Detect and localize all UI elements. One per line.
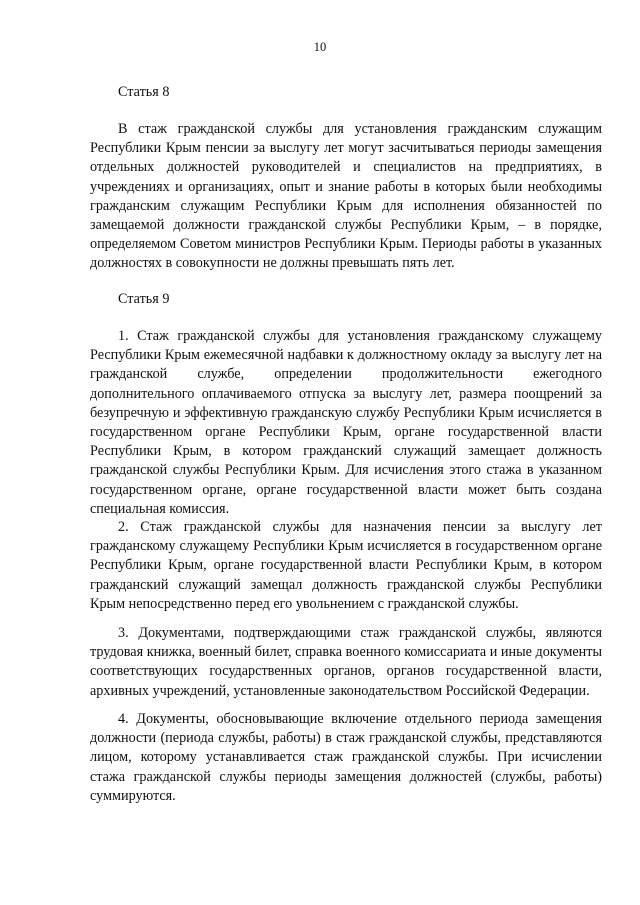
article-9-paragraph-1: 1. Стаж гражданской службы для установления гражданскому служащему Республики Крым ежемесячной надбавки к должностному окладу за выслугу лет на гражданской службе, определении продолжительности ежегодного дополнительного оплачиваемого отпуска за выслугу лет, размера поощрений за безупречную и эффективную гражданскую службу Республики Крым исчисляется в государственном органе Республики Крым, органе государственной власти Республики Крым, в котором гражданский служащий замещает должность гражданской службы Республики Крым. Для исчисления этого стажа в указанном государственном органе, органе государственной власти может быть создана специальная комиссия. (90, 328, 602, 517)
article-9-paragraph-2: 2. Стаж гражданской службы для назначения пенсии за выслугу лет гражданскому служащему Республики Крым исчисляется в государственном органе Республики Крым, органе государственной власти Республики Крым, в котором гражданский служащий замещал должность гражданской службы Республики Крым непосредственно перед его увольнением с гражданской службы. (90, 519, 602, 612)
article-8-paragraph: В стаж гражданской службы для установления гражданским служащим Республики Крым пенсии за выслугу лет могут засчитываться периоды замещения отдельных должностей руководителей и специалистов на предприятиях, в учреждениях и организациях, опыт и знание работы в которых были необходимы гражданским служащим Республики Крым для исполнения обязанностей по замещаемой должности гражданской службы Республики Крым, – в порядке, определяемом Советом министров Республики Крым. Периоды работы в указанных должностях в совокупности не должны превышать пять лет. (90, 121, 602, 272)
article-8-heading: Статья 8 (118, 84, 170, 100)
page-number: 10 (313, 40, 327, 54)
article-9-heading: Статья 9 (118, 291, 170, 307)
article-9-paragraph-4: 4. Документы, обосновывающие включение отдельного периода замещения должности (периода службы, работы) в стаж гражданской службы, представляются лицом, которому устанавливается стаж гражданской службы. При исчислении стажа гражданской службы периоды замещения должностей (службы, работы) суммируются. (90, 711, 602, 804)
article-9-paragraph-3: 3. Документами, подтверждающими стаж гражданской службы, являются трудовая книжка, военный билет, справка военного комиссариата и иные документы соответствующих государственных органов, органов государственной власти, архивных учреждений, установленные законодательством Российской Федерации. (90, 625, 602, 699)
